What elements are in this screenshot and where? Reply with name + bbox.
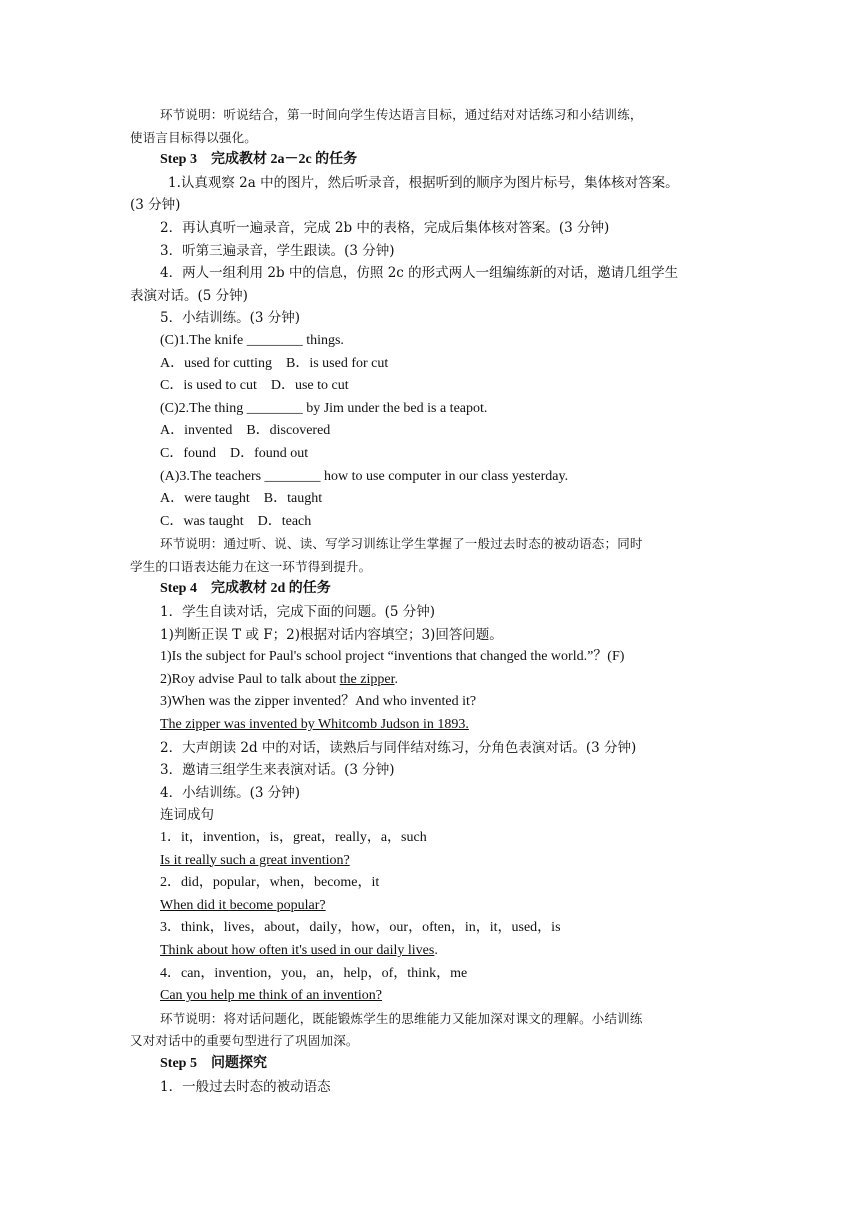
line-text: C．is used to cut D．use to cut	[160, 378, 349, 394]
text-line	[130, 646, 735, 669]
text-line	[130, 737, 735, 760]
text-line	[130, 759, 735, 782]
line-text: 2．大声朗读 2d 中的对话，读熟后与同伴结对练习，分角色表演对话。(3 分钟)	[160, 739, 637, 756]
text-line	[130, 285, 735, 308]
text-line	[130, 533, 735, 556]
line-text: 4．can，invention，you，an，help，of，think，me	[160, 965, 468, 981]
line-text: 3．think，lives，about，daily，how，our，often，in，it，used，is	[160, 920, 561, 936]
answer-underlined: the zipper	[339, 671, 395, 687]
text-line	[130, 601, 735, 624]
text-line	[130, 240, 735, 263]
text-line	[130, 353, 735, 376]
text-line	[130, 804, 735, 827]
line-text: 3)When was the zipper invented？And who invented it?	[160, 694, 477, 710]
text-line	[130, 624, 735, 647]
line-text: 4．小结训练。(3 分钟)	[160, 784, 301, 801]
text-line	[130, 466, 735, 489]
line-text: A．used for cutting B．is used for cut	[160, 355, 389, 371]
line-text: 2．did，popular，when，become，it	[160, 875, 380, 891]
line-text: A．were taught B．taught	[160, 491, 323, 507]
text-line	[130, 420, 735, 443]
line-text: (C)1.The knife ________ things.	[160, 332, 344, 348]
line-text: 3．听第三遍录音，学生跟读。(3 分钟)	[160, 242, 395, 259]
answer-underlined: Think about how often it's used in our daily lives	[160, 942, 435, 958]
text-line	[130, 578, 735, 601]
line-text: Step 3 完成教材 2a－2c 的任务	[160, 152, 358, 168]
text-line	[130, 104, 735, 127]
text-line	[130, 985, 735, 1008]
line-text: 2．再认真听一遍录音，完成 2b 中的表格，完成后集体核对答案。(3 分钟)	[160, 219, 610, 236]
line-text: Step 4 完成教材 2d 的任务	[160, 581, 331, 597]
line-text: 1．it，invention，is，great，really，a，such	[160, 830, 427, 845]
line-text: 又对对话中的重要句型进行了巩固加深。	[130, 1033, 359, 1049]
line-suffix: .	[434, 942, 438, 958]
line-text: (A)3.The teachers ________ how to use computer in our class yesterday.	[160, 468, 569, 484]
answer-underlined: Can you help me think of an invention?	[160, 988, 383, 1004]
text-line	[130, 556, 735, 579]
text-line	[130, 375, 735, 398]
text-line	[130, 511, 735, 534]
line-text: Step 5 问题探究	[160, 1055, 267, 1071]
text-line	[130, 127, 735, 150]
answer-underlined: Is it really such a great invention?	[160, 852, 350, 868]
line-text: 表演对话。(5 分钟)	[130, 287, 248, 304]
line-text: 1.认真观察 2a 中的图片，然后听录音，根据听到的顺序为图片标号，集体核对答案。	[168, 174, 679, 191]
line-text: (3 分钟)	[130, 197, 181, 214]
line-suffix: .	[394, 671, 398, 687]
text-line	[130, 714, 735, 737]
text-line	[130, 307, 735, 330]
text-line	[130, 895, 735, 918]
line-text: 使语言目标得以强化。	[130, 129, 258, 145]
text-line	[130, 488, 735, 511]
line-text: A．invented B．discovered	[160, 423, 331, 439]
text-line	[130, 940, 735, 963]
document-body	[130, 104, 735, 1098]
line-text: C．was taught D．teach	[160, 513, 312, 529]
line-text: 1)Is the subject for Paul's school project “inventions that changed the world.”？(F)	[160, 649, 625, 665]
line-text: 环节说明：听说结合，第一时间向学生传达语言目标，通过结对对话练习和小结训练，	[160, 107, 643, 122]
line-text: 环节说明：通过听、说、读、写学习训练让学生掌握了一般过去时态的被动语态；同时	[160, 536, 643, 552]
text-line	[130, 963, 735, 986]
text-line	[130, 443, 735, 466]
line-text: 学生的口语表达能力在这一环节得到提升。	[130, 558, 372, 574]
text-line	[130, 827, 735, 850]
text-line	[130, 149, 735, 172]
text-line	[130, 917, 735, 940]
text-line	[130, 217, 735, 240]
text-line	[130, 782, 735, 805]
line-text: 1)判断正误 T 或 F；2)根据对话内容填空；3)回答问题。	[160, 626, 503, 643]
text-line	[130, 1030, 735, 1053]
answer-underlined: When did it become popular?	[160, 897, 326, 913]
line-text: (C)2.The thing ________ by Jim under the bed is a teapot.	[160, 400, 488, 416]
text-line	[130, 872, 735, 895]
line-text: 5．小结训练。(3 分钟)	[160, 310, 301, 327]
text-line	[130, 669, 735, 692]
answer-underlined: The zipper was invented by Whitcomb Judson in 1893.	[160, 717, 469, 733]
line-text: 2)Roy advise Paul to talk about	[160, 671, 340, 687]
text-line	[130, 1008, 735, 1031]
text-line	[130, 1076, 735, 1099]
text-line	[130, 850, 735, 873]
line-text: 1．一般过去时态的被动语态	[160, 1078, 331, 1095]
text-line	[130, 330, 735, 353]
text-line	[130, 262, 735, 285]
text-line	[130, 172, 735, 195]
text-line	[130, 691, 735, 714]
text-line	[130, 194, 735, 217]
line-text: 1．学生自读对话，完成下面的问题。(5 分钟)	[160, 604, 436, 621]
line-text: 4．两人一组利用 2b 中的信息，仿照 2c 的形式两人一组编练新的对话，邀请几组学生	[160, 265, 679, 282]
text-line	[130, 1053, 735, 1076]
line-text: 3．邀请三组学生来表演对话。(3 分钟)	[160, 762, 395, 779]
text-line	[130, 398, 735, 421]
line-text: 连词成句	[160, 807, 214, 824]
line-text: 环节说明：将对话问题化，既能锻炼学生的思维能力又能加深对课文的理解。小结训练	[160, 1010, 643, 1026]
line-text: C．found D．found out	[160, 445, 309, 461]
